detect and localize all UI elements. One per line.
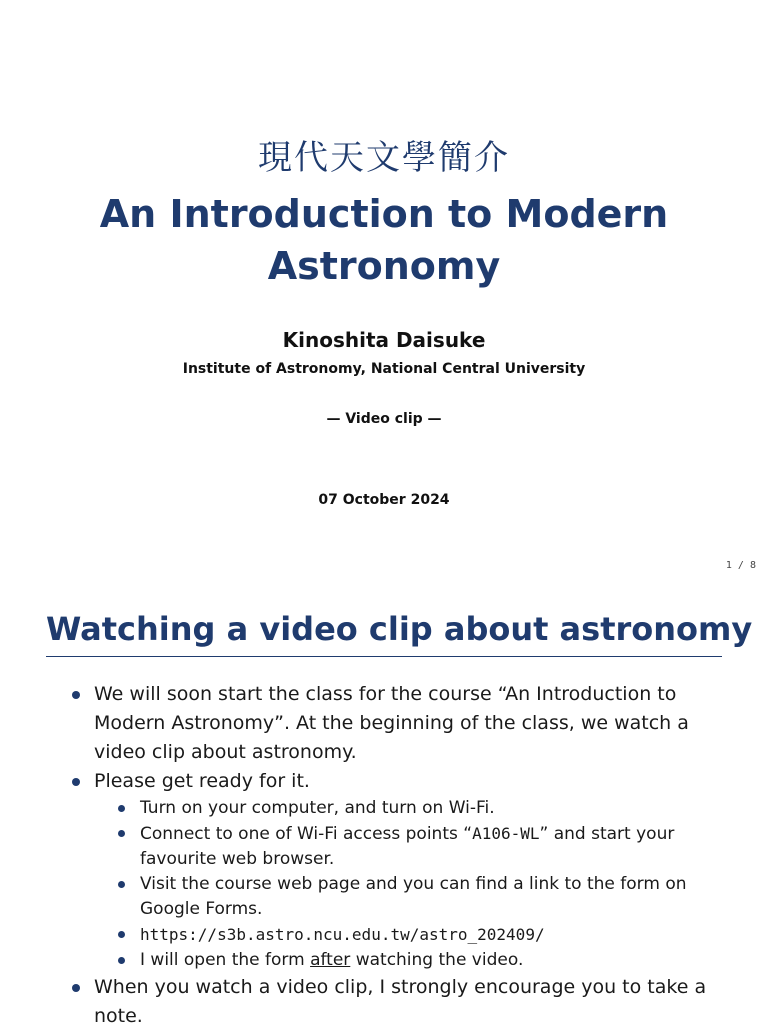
list-item <box>70 680 730 767</box>
emphasis-text: after <box>310 950 351 970</box>
list-item <box>70 767 730 973</box>
access-point-code: A106-WL <box>472 824 540 843</box>
bullet-text: Turn on your computer, and turn on Wi-Fi. <box>140 798 495 818</box>
bullet-text: When you watch a video clip, I strongly encourage you to take a note. <box>94 976 707 1027</box>
bullet-icon <box>118 931 125 938</box>
list-item <box>116 948 730 973</box>
title-english: An Introduction to Modern Astronomy <box>99 192 669 288</box>
bullet-list <box>70 680 730 1031</box>
bullet-text: ” and start your favourite web browser. <box>140 824 675 869</box>
list-item <box>116 821 730 872</box>
bullet-text: watching the video. <box>350 950 524 970</box>
bullet-icon <box>72 778 80 786</box>
list-item <box>116 796 730 821</box>
bullet-icon <box>118 881 125 888</box>
title-chinese: 現代天文學簡介 <box>258 138 510 178</box>
page-number: 1 / 8 <box>725 560 756 571</box>
content-slide <box>0 590 768 1027</box>
bullet-icon <box>118 805 125 812</box>
bullet-text: I will open the form <box>140 950 311 970</box>
list-item <box>70 973 730 1031</box>
bullet-icon <box>118 830 125 837</box>
slide-subtitle: — Video clip — <box>326 411 442 427</box>
author-institute: Institute of Astronomy, National Central University <box>182 361 586 377</box>
frame-title: Watching a video clip about astronomy <box>46 610 753 648</box>
bullet-icon <box>118 957 125 964</box>
author-name: Kinoshita Daisuke <box>282 328 486 352</box>
bullet-text: We will soon start the class for the course “An Introduction to Modern Astronomy”. At the beginning of the class, we watch a video clip about astronomy. <box>94 683 689 763</box>
course-url-link[interactable]: https://s3b.astro.ncu.edu.tw/astro_202409/ <box>140 925 545 944</box>
slide-content <box>70 680 730 1031</box>
bullet-icon <box>72 984 80 992</box>
bullet-text: Please get ready for it. <box>94 770 310 792</box>
bullet-text: Connect to one of Wi-Fi access points “ <box>140 824 473 844</box>
bullet-text: Visit the course web page and you can find a link to the form on Google Forms. <box>140 874 687 919</box>
list-item <box>116 872 730 922</box>
presentation-date: 07 October 2024 <box>318 492 450 508</box>
sub-bullet-list <box>116 796 730 973</box>
bullet-icon <box>72 691 80 699</box>
list-item <box>116 922 730 948</box>
title-divider <box>46 656 722 657</box>
